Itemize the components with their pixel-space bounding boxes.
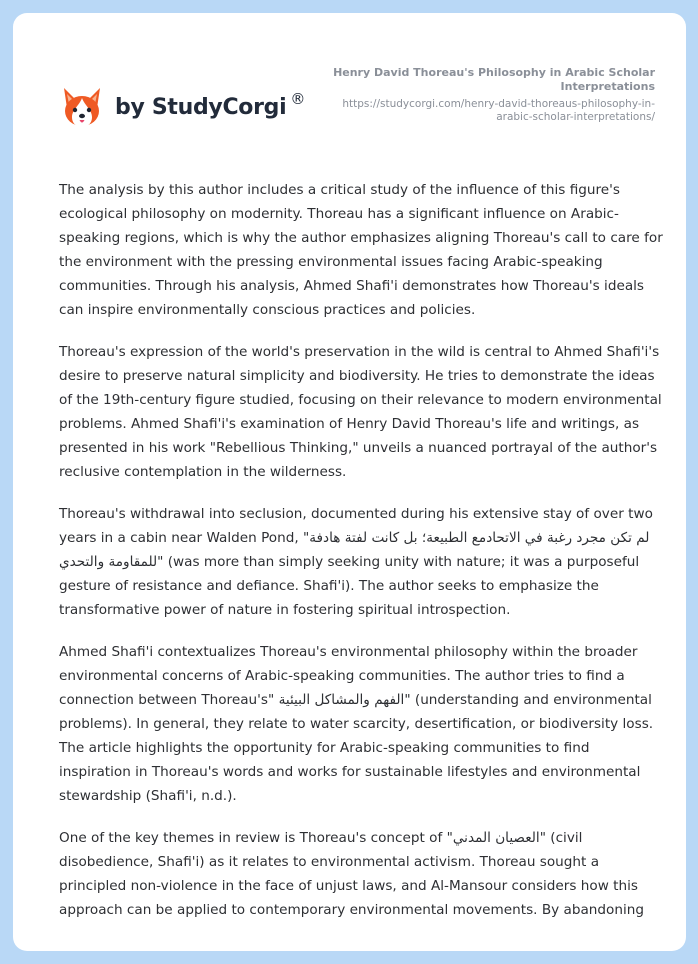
paragraph: Ahmed Shafi'i contextualizes Thoreau's environmental philosophy within the broader environmental concerns of Arabic-speaking communities. The author tries to find a connection between Thoreau's" الفهم والمشاكل البيئية" (understanding and environmental problems). In general, they relate to water scarcity, desertification, or biodiversity loss. The article highlights the opportunity for Arabic-speaking communities to find inspiration in Thoreau's words and works for sustainable lifestyles and environmental stewardship (Shafi'i, n.d.).	[59, 644, 654, 804]
paragraph: Thoreau's expression of the world's preservation in the wild is central to Ahmed Shafi'i's desire to preserve natural simplicity and biodiversity. He tries to demonstrate the ideas of the 19th-century figure studied, focusing on their relevance to modern environmental problems. Ahmed Shafi'i's examination of Henry David Thoreau's life and writings, as presented in his work "Rebellious Thinking," unveils a nuanced portrayal of the author's reclusive contemplation in the wilderness.	[59, 344, 662, 480]
document-page	[13, 13, 686, 951]
paragraph: One of the key themes in review is Thoreau's concept of "العصيان المدني" (civil disobedience, Shafi'i) as it relates to environmental activism. Thoreau sought a principled non-violence in the face of unjust laws, and Al-Mansour considers how this approach can be applied to contemporary environmental movements. By abandoning	[59, 830, 644, 918]
document-title: Henry David Thoreau's Philosophy in Arabic Scholar Interpretations	[333, 66, 655, 93]
brand-name: by StudyCorgi	[115, 94, 287, 120]
registered-mark: ®	[290, 90, 306, 108]
paragraph: Thoreau's withdrawal into seclusion, documented during his extensive stay of over two years in a cabin near Walden Pond, "لم تكن مجرد رغبة في الاتحادمع الطبيعة؛ بل كانت لفتة هادفة للمقاومة والتحدي" (was more than simply seeking unity with nature; it was a purposeful gesture of resistance and defiance. Shafi'i). The author seeks to emphasize the transformative power of nature in fostering spiritual introspection.	[59, 506, 653, 618]
paragraph: The analysis by this author includes a critical study of the influence of this figure's ecological philosophy on modernity. Thoreau has a significant influence on Arabic-speaking regions, which is why the author emphasizes aligning Thoreau's call to care for the environment with the pressing environmental issues facing Arabic-speaking communities. Through his analysis, Ahmed Shafi'i demonstrates how Thoreau's ideals can inspire environmentally conscious practices and policies.	[59, 182, 663, 318]
studycorgi-logo[interactable]	[61, 77, 305, 137]
document-body	[59, 178, 664, 940]
corgi-icon	[61, 84, 103, 130]
document-url[interactable]: https://studycorgi.com/henry-david-thoreaus-philosophy-in-arabic-scholar-interpretations/	[342, 98, 655, 123]
document-meta	[315, 66, 655, 124]
